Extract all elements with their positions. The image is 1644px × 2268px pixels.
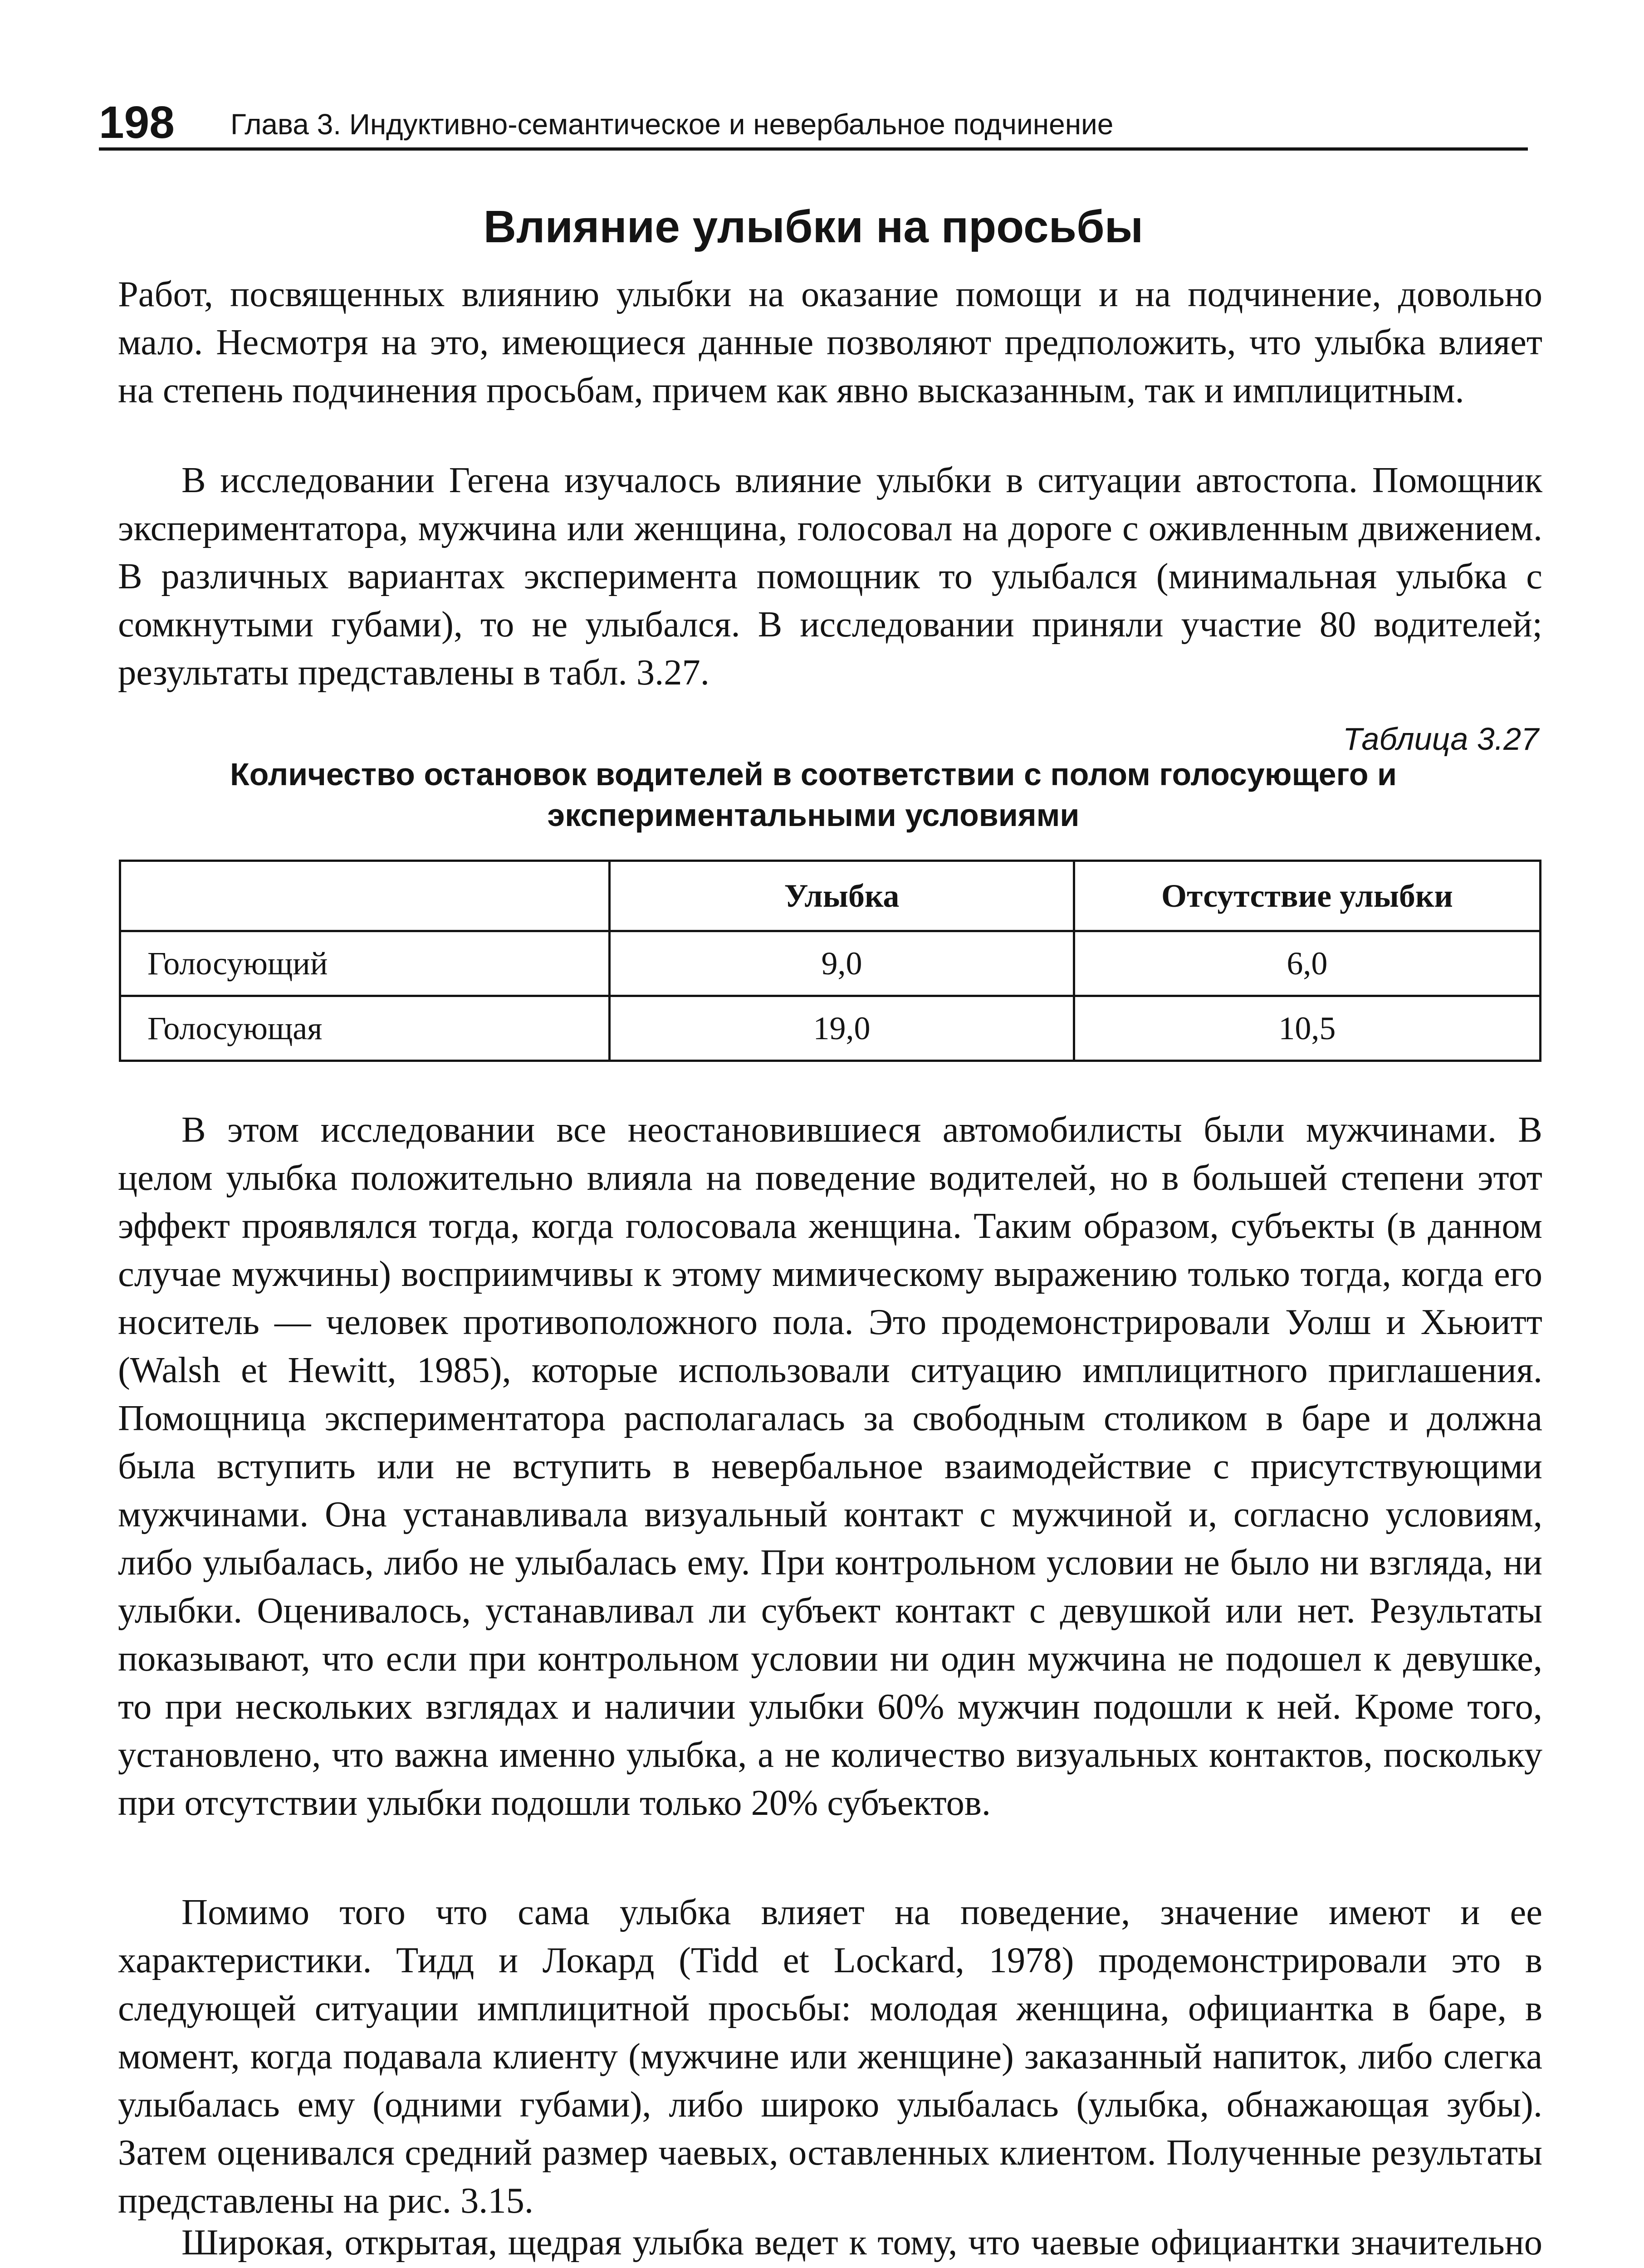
row-label: Голосующий [120, 931, 610, 996]
row-label: Голосующая [120, 996, 610, 1061]
table-caption: Количество остановок водителей в соответствии с полом голосующего и экспериментальными условиями [230, 757, 1397, 833]
table-cell: 10,5 [1074, 996, 1540, 1061]
table-cell: 19,0 [610, 996, 1074, 1061]
table-header-cell: Улыбка [610, 861, 1074, 931]
table-row [120, 931, 1541, 996]
running-title: Глава 3. Индуктивно-семантическое и невербальное подчинение [230, 108, 1114, 141]
section-title: Влияние улыбки на просьбы [483, 201, 1144, 252]
table-cell: 9,0 [610, 931, 1074, 996]
page-number: 198 [99, 97, 175, 148]
table-label: Таблица 3.27 [1343, 721, 1539, 757]
table-header-row [120, 861, 1541, 931]
table-header-cell [120, 861, 610, 931]
paragraph: Работ, посвященных влиянию улыбки на оказание помощи и на подчинение, довольно мало. Несмотря на это, имеющиеся данные позволяют предположить, что улыбка влияет на степень подчинения просьбам, причем как явно высказанным, так и имплицитным. [118, 274, 1542, 411]
table-row [120, 996, 1541, 1061]
table-cell: 6,0 [1074, 931, 1540, 996]
paragraph: Помимо того что сама улыбка влияет на поведение, значение имеют и ее характеристики. Тидд и Локард (Tidd et Lockard, 1978) продемонстрировали это в следующей ситуации имплицитной просьбы: молодая женщина, официантка в баре, в момент, когда подавала клиенту (мужчине или женщине) заказанный напиток, либо слегка улыбалась ему (одними губами), либо широко улыбалась (улыбка, обнажающая зубы). Затем оценивался средний размер чаевых, оставленных клиентом. Полученные результаты представлены на рис. 3.15. [118, 1892, 1542, 2221]
table-header-cell: Отсутствие улыбки [1074, 861, 1540, 931]
paragraph: В этом исследовании все неостановившиеся автомобилисты были мужчинами. В целом улыбка положительно влияла на поведение водителей, но в большей степени этот эффект проявлялся тогда, когда голосовала женщина. Таким образом, субъекты (в данном случае мужчины) восприимчивы к этому мимическому выражению только тогда, когда его носитель — человек противоположного пола. Это продемонстрировали Уолш и Хьюитт (Walsh et Hewitt, 1985), которые использовали ситуацию имплицитного приглашения. Помощница экспериментатора располагалась за свободным столиком в баре и должна была вступить или не вступить в невербальное взаимодействие с присутствующими мужчинами. Она устанавливала визуальный контакт с мужчиной и, согласно условиям, либо улыбалась, либо не улыбалась ему. При контрольном условии не было ни взгляда, ни улыбки. Оценивалось, устанавливал ли субъект контакт с девушкой или нет. Результаты показывают, что если при контрольном условии ни один мужчина не подошел к девушке, то при нескольких взглядах и наличии улыбки 60% мужчин подошли к ней. Кроме того, установлено, что важна именно улыбка, а не количество визуальных контактов, поскольку при отсутствии улыбки подошли только 20% субъектов. [118, 1110, 1542, 1823]
results-table [119, 860, 1541, 1062]
paragraph: В исследовании Гегена изучалось влияние улыбки в ситуации автостопа. Помощник экспериментатора, мужчина или женщина, голосовал на дороге с оживленным движением. В различных вариантах эксперимента помощник то улыбался (минимальная улыбка с сомкнутыми губами), то не улыбался. В исследовании приняли участие 80 водителей; результаты представлены в табл. 3.27. [118, 460, 1542, 693]
paragraph: Широкая, открытая, щедрая улыбка ведет к тому, что чаевые официантки значительно [181, 2222, 1542, 2263]
running-header [99, 98, 1528, 151]
